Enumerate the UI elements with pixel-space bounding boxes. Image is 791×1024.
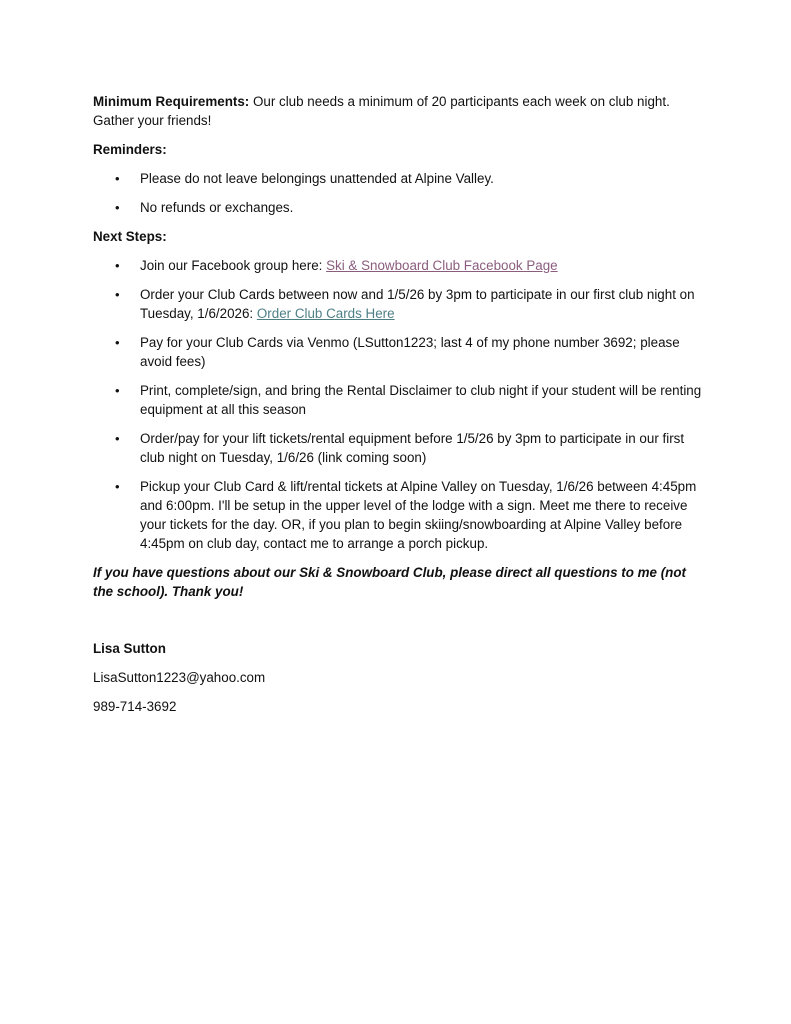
list-item-text: Order your Club Cards between now and 1/5/26 by 3pm to participate in our first club night on Tuesday, 1/6/2026: xyxy=(140,287,695,321)
signature-email: LisaSutton1223@yahoo.com xyxy=(93,670,266,685)
next-steps-list xyxy=(93,256,703,553)
minimum-requirements-label: Minimum Requirements: xyxy=(93,94,250,109)
next-steps-heading: Next Steps: xyxy=(93,229,167,244)
list-item xyxy=(93,198,703,217)
reminders-list xyxy=(93,169,703,217)
list-item xyxy=(93,333,703,371)
bullet-icon: • xyxy=(115,258,120,273)
list-item-text: Order/pay for your lift tickets/rental equipment before 1/5/26 by 3pm to participate in our first club night on Tuesday, 1/6/26 (link coming soon) xyxy=(140,431,685,465)
list-item xyxy=(93,169,703,188)
document-page xyxy=(93,92,703,726)
signature-phone: 989-714-3692 xyxy=(93,699,177,714)
list-item xyxy=(93,477,703,553)
list-item xyxy=(93,256,703,275)
minimum-requirements-text: Our club needs a minimum of 20 participants each week on club night. Gather your friends! xyxy=(93,94,670,128)
bullet-icon: • xyxy=(115,383,120,398)
bullet-icon: • xyxy=(115,335,120,350)
list-item xyxy=(93,285,703,323)
list-item-text: Pickup your Club Card & lift/rental tickets at Alpine Valley on Tuesday, 1/6/26 between 4:45pm and 6:00pm. I'll be setup in the upper level of the lodge with a sign. Meet me there to receive your tickets for the day. OR, if you plan to begin skiing/snowboarding at Alpine Valley before 4:45pm on club day, contact me to arrange a porch pickup. xyxy=(140,479,697,551)
bullet-icon: • xyxy=(115,287,120,302)
list-item-text: Join our Facebook group here: xyxy=(140,258,327,273)
list-item-text: Pay for your Club Cards via Venmo (LSutton1223; last 4 of my phone number 3692; please avoid fees) xyxy=(140,335,680,369)
list-item-text: No refunds or exchanges. xyxy=(140,200,294,215)
list-item xyxy=(93,429,703,467)
bullet-icon: • xyxy=(115,431,120,446)
signature-name: Lisa Sutton xyxy=(93,641,166,656)
facebook-page-link[interactable]: Ski & Snowboard Club Facebook Page xyxy=(326,258,558,273)
reminders-heading: Reminders: xyxy=(93,142,167,157)
closing-note: If you have questions about our Ski & Snowboard Club, please direct all questions to me (not the school). Thank you! xyxy=(93,565,686,599)
order-club-cards-link[interactable]: Order Club Cards Here xyxy=(256,306,395,321)
bullet-icon: • xyxy=(115,479,120,494)
minimum-requirements-paragraph xyxy=(93,92,703,130)
list-item xyxy=(93,381,703,419)
list-item-text: Please do not leave belongings unattended at Alpine Valley. xyxy=(140,171,494,186)
list-item-text: Print, complete/sign, and bring the Rental Disclaimer to club night if your student will be renting equipment at all this season xyxy=(140,383,702,417)
bullet-icon: • xyxy=(115,171,120,186)
bullet-icon: • xyxy=(115,200,120,215)
